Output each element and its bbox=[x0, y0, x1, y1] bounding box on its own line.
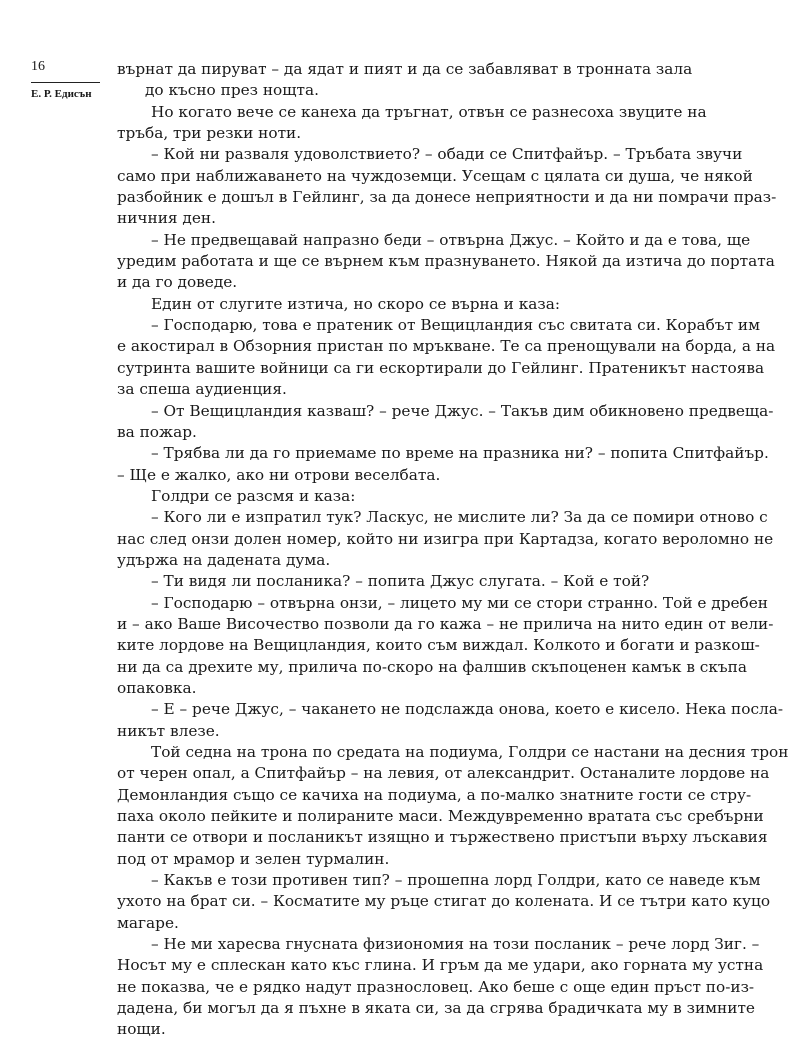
text-line: разбойник е дошъл в Гейлинг, за да донесе неприятности и да ни помрачи праз- bbox=[117, 188, 777, 207]
text-line: – Кой ни разваля удоволствието? – обади се Спитфайър. – Тръбата звучи bbox=[151, 145, 743, 164]
text-line: Той седна на трона по средата на подиума, Голдри се настани на десния трон bbox=[151, 743, 788, 761]
text-line: – Господарю – отвърна онзи, – лицето му ми се стори странно. Той е дребен bbox=[151, 593, 769, 612]
running-author: Е. Р. Едисън bbox=[31, 88, 92, 100]
text-line: Голдри се разсмя и каза: bbox=[151, 486, 356, 505]
text-line: – Ти видя ли посланика? – попита Джус слугата. – Кой е той? bbox=[151, 572, 650, 591]
text-line: под от мрамор и зелен турмалин. bbox=[117, 849, 390, 868]
text-line: – Какъв е този противен тип? – прошепна лорд Голдри, като се наведе към bbox=[151, 871, 761, 890]
text-line: е акостирал в Обзорния пристан по мръкване. Те са пренощували на борда, а на bbox=[117, 337, 776, 356]
text-line: дадена, би могъл да я пъхне в яката си, за да сгрява брадичката му в зимните bbox=[117, 999, 755, 1018]
text-line: – Трябва ли да го приемаме по време на празника ни? – попита Спитфайър. bbox=[151, 444, 769, 463]
text-line: върнат да пируват – да ядат и пият и да се забавляват в тронната зала bbox=[117, 60, 693, 78]
text-line: – Ще е жалко, ако ни отрови веселбата. bbox=[117, 465, 441, 484]
text-line: от черен опал, а Спитфайър – на левия, от александрит. Останалите лордове на bbox=[117, 764, 770, 783]
text-line: тръба, три резки ноти. bbox=[117, 124, 302, 143]
text-line: – Господарю, това е пратеник от Вещицландия със свитата си. Корабът им bbox=[151, 316, 760, 335]
text-line: и да го доведе. bbox=[117, 273, 238, 292]
text-line: сутринта вашите войници са ги ескортирали до Гейлинг. Пратеникът настоява bbox=[117, 358, 765, 377]
text-line: само при наближаването на чуждоземци. Усещам с цялата си душа, че някой bbox=[117, 166, 753, 185]
text-line: ни да са дрехите му, прилича по-скоро на фалшив скъпоценен камък в скъпа bbox=[117, 657, 747, 676]
text-line: ва пожар. bbox=[117, 422, 197, 441]
text-line: – Кого ли е изпратил тук? Ласкус, не мислите ли? За да се помири отново с bbox=[151, 508, 768, 527]
text-line: Носът му е сплескан като къс глина. И гръм да ме удари, ако горната му устна bbox=[117, 956, 764, 975]
running-header bbox=[31, 58, 100, 101]
text-line: магаре. bbox=[117, 913, 179, 932]
body-text bbox=[117, 59, 788, 1041]
text-line: Един от слугите изтича, но скоро се върна и каза: bbox=[151, 294, 561, 313]
text-line: – Не предвещавай напразно беди – отвърна Джус. – Който и да е това, ще bbox=[151, 230, 751, 249]
text-line: удържа на дадената дума. bbox=[117, 550, 331, 569]
text-line: уредим работата и ще се върнем към празнуването. Някой да изтича до портата bbox=[117, 252, 775, 271]
text-line: ките лордове на Вещицландия, които съм виждал. Колкото и богати и разкош- bbox=[117, 636, 760, 655]
header-rule bbox=[31, 82, 100, 83]
text-line: Но когато вече се канеха да тръгнат, отвън се разнесоха звуците на bbox=[151, 102, 707, 121]
text-line: панти се отвори и посланикът изящно и тържествено пристъпи върху лъскавия bbox=[117, 828, 768, 847]
text-line: паха около пейките и полираните маси. Междувременно вратата със сребърни bbox=[117, 807, 764, 826]
text-line: никът влезе. bbox=[117, 721, 220, 740]
text-line: – Е – рече Джус, – чакането не подслажда онова, което е кисело. Нека посла- bbox=[151, 700, 784, 719]
text-line: ничния ден. bbox=[117, 209, 216, 228]
text-line: и – ако Ваше Височество позволи да го кажа – не прилича на нито един от вели- bbox=[117, 614, 774, 633]
text-line: нощи. bbox=[117, 1020, 166, 1039]
text-line: за спеша аудиенция. bbox=[117, 380, 287, 399]
text-line: – Не ми харесва гнусната физиономия на този посланик – рече лорд Зиг. – bbox=[151, 935, 760, 954]
text-line: до късно през нощта. bbox=[145, 81, 319, 100]
text-line: – От Вещицландия казваш? – рече Джус. – Такъв дим обикновено предвеща- bbox=[151, 401, 774, 420]
text-line: ухото на брат си. – Косматите му ръце стигат до колената. И се тътри като куцо bbox=[117, 892, 771, 911]
text-line: опаковка. bbox=[117, 678, 197, 697]
text-line: нас след онзи долен номер, който ни изигра при Картадза, когато вероломно не bbox=[117, 529, 774, 548]
text-line: Демонландия също се качиха на подиума, а по-малко знатните гости се стру- bbox=[117, 785, 752, 804]
page-number: 16 bbox=[31, 59, 45, 74]
text-line: не показва, че е рядко надут празнословец. Ако беше с още един пръст по-из- bbox=[117, 977, 755, 996]
